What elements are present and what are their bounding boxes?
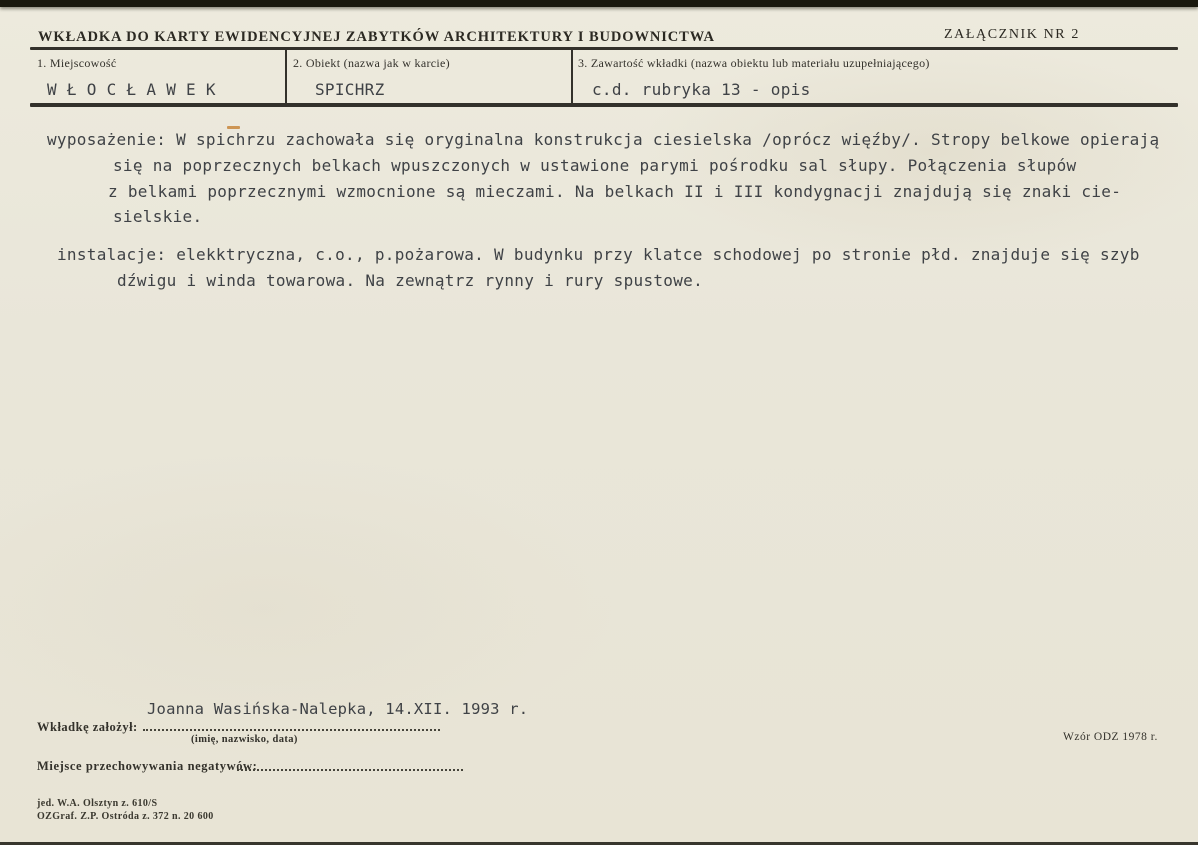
- signature-label: Wkładkę założył:: [37, 720, 138, 734]
- negatives-label: Miejsce przechowywania negatywów:: [37, 759, 258, 773]
- annex-number: ZAŁĄCZNIK NR 2: [944, 27, 1080, 42]
- signature-hint: (imię, nazwisko, data): [191, 734, 298, 745]
- paragraph-wyposazenie: [47, 127, 1159, 230]
- field-value-miejscowosc: W Ł O C Ł A W E K: [47, 80, 216, 99]
- field-value-obiekt: SPICHRZ: [315, 80, 385, 99]
- table-bottom-rule: [30, 103, 1178, 107]
- field-label-miejscowosc: 1. Miejscowość: [37, 56, 117, 70]
- field-value-zawartosc: c.d. rubryka 13 - opis: [592, 80, 811, 99]
- scan-edge-top: [0, 0, 1198, 7]
- negatives-dotted-line: [237, 769, 463, 771]
- table-divider-2: [571, 50, 573, 103]
- body-line: sielskie.: [113, 207, 203, 227]
- body-line: instalacje: elekktryczna, c.o., p.pożarowa. W budynku przy klatce schodowej po stronie płd. znajduje się szyb: [57, 245, 1140, 264]
- form-title: WKŁADKA DO KARTY EWIDENCYJNEJ ZABYTKÓW ARCHITEKTURY I BUDOWNICTWA: [38, 29, 715, 45]
- printing-house-line: jed. W.A. Olsztyn z. 610/S: [37, 798, 158, 809]
- field-label-zawartosc: 3. Zawartość wkładki (nazwa obiektu lub materiału uzupełniającego): [578, 56, 930, 70]
- form-code: Wzór ODZ 1978 r.: [1063, 731, 1158, 743]
- field-label-obiekt: 2. Obiekt (nazwa jak w karcie): [293, 56, 450, 70]
- body-line: z belkami poprzecznymi wzmocnione są mieczami. Na belkach II i III kondygnacji znajdują się znaki cie-: [108, 181, 1122, 201]
- body-line: wyposażenie: W spichrzu zachowała się oryginalna konstrukcja ciesielska /oprócz więźby/. Stropy belkowe opierają: [47, 130, 1160, 149]
- signature-typed-value: Joanna Wasińska-Nalepka, 14.XII. 1993 r.: [147, 700, 529, 718]
- paragraph-instalacje: [57, 242, 1140, 294]
- body-line: dźwigu i winda towarowa. Na zewnątrz rynny i rury spustowe.: [117, 270, 704, 290]
- title-rule: [30, 47, 1178, 50]
- printing-house-line: OZGraf. Z.P. Ostróda z. 372 n. 20 600: [37, 811, 214, 822]
- printing-house-info: [37, 797, 214, 823]
- table-divider-1: [285, 50, 287, 103]
- body-line: się na poprzecznych belkach wpuszczonych w ustawione parymi pośrodku sal słupy. Połączenia słupów: [113, 155, 1077, 175]
- signature-dotted-line: [143, 729, 440, 731]
